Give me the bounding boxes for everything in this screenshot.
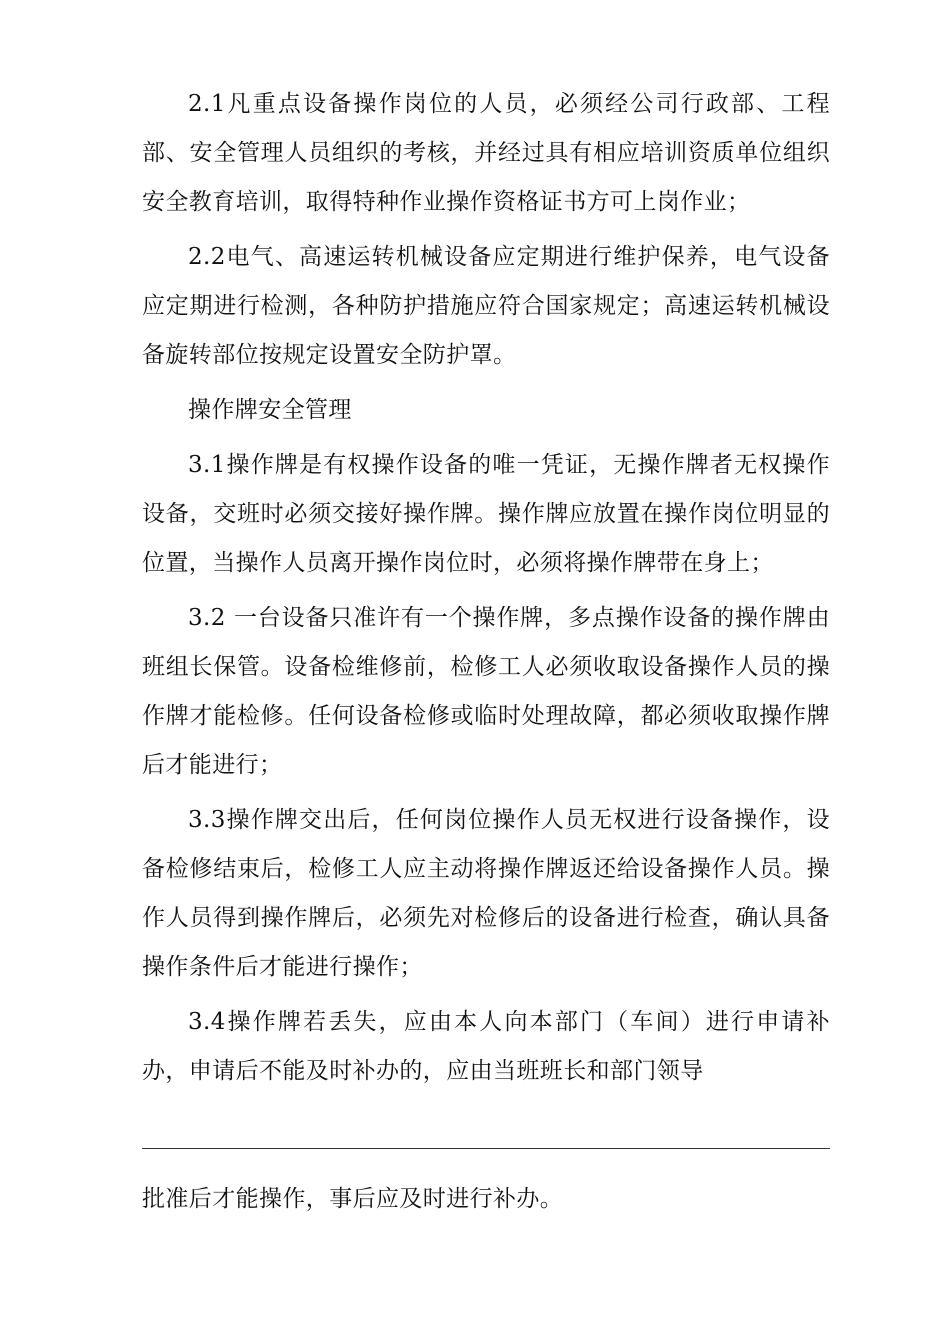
- section-heading-operation-card: 操作牌安全管理: [188, 397, 352, 423]
- paragraph-2-2: 2.2电气、高速运转机械设备应定期进行维护保养，电气设备应定期进行检测，各种防护措施应符合国家规定；高速运转机械设备旋转部位按规定设置安全防护罩。: [142, 244, 830, 368]
- continuation-text: 批准后才能操作，事后应及时进行补办。: [142, 1186, 564, 1212]
- document-body: [142, 80, 830, 1102]
- page-divider: [142, 1148, 830, 1149]
- paragraph-3-1: 3.1操作牌是有权操作设备的唯一凭证，无操作牌者无权操作设备，交班时必须交接好操作牌。操作牌应放置在操作岗位明显的位置，当操作人员离开操作岗位时，必须将操作牌带在身上；: [142, 452, 830, 576]
- paragraph-3-4: 3.4操作牌若丢失，应由本人向本部门（车间）进行申请补办，申请后不能及时补办的，应由当班班长和部门领导: [142, 1009, 830, 1084]
- paragraph-2-1: 2.1凡重点设备操作岗位的人员，必须经公司行政部、工程部、安全管理人员组织的考核，并经过具有相应培训资质单位组织安全教育培训，取得特种作业操作资格证书方可上岗作业；: [142, 91, 830, 215]
- paragraph-3-3: 3.3操作牌交出后，任何岗位操作人员无权进行设备操作，设备检修结束后，检修工人应主动将操作牌返还给设备操作人员。操作人员得到操作牌后，必须先对检修后的设备进行检查，确认具备操作条件后才能进行操作；: [142, 807, 830, 980]
- paragraph-3-2: 3.2 一台设备只准许有一个操作牌，多点操作设备的操作牌由班组长保管。设备检维修前，检修工人必须收取设备操作人员的操作牌才能检修。任何设备检修或临时处理故障，都必须收取操作牌后才能进行；: [142, 605, 830, 778]
